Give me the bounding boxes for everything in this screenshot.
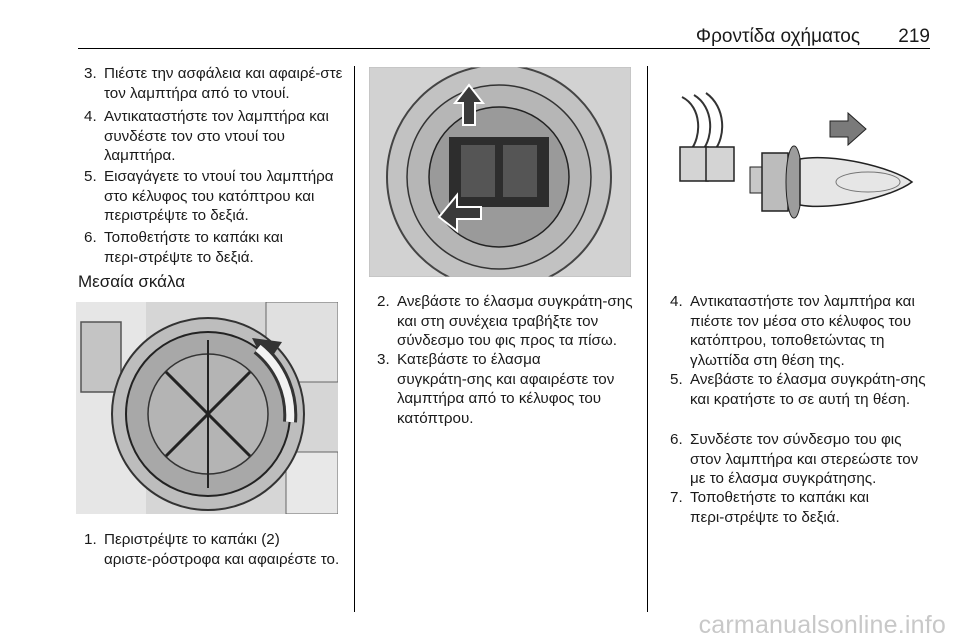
step-number: 6.	[670, 431, 683, 448]
section-title: Μεσαία σκάλα	[78, 272, 186, 291]
step-number: 6.	[84, 229, 97, 246]
step-number: 1.	[84, 531, 97, 548]
figure-connector	[369, 67, 631, 277]
step-number: 3.	[377, 351, 390, 368]
step-text: Πιέστε την ασφάλεια και αφαιρέ‑στε τον λαμπτήρα από το ντουί.	[104, 65, 343, 102]
bulb-illustration	[662, 67, 926, 277]
step-number: 5.	[84, 168, 97, 185]
header-rule	[78, 48, 930, 49]
step-text: Περιστρέψτε το καπάκι (2) αριστε‑ρόστροφα και αφαιρέστε το.	[104, 531, 340, 568]
step-text: Αντικαταστήστε τον λαμπτήρα και συνδέστε τον στο ντουί του λαμπτήρα.	[104, 108, 329, 164]
step-text: Τοποθετήστε το καπάκι και περι‑στρέψτε το δεξιά.	[690, 489, 870, 526]
step-text: Εισαγάγετε το ντουί του λαμπτήρα στο κέλυφος του κατόπτρου και περιστρέψτε το δεξιά.	[104, 168, 334, 224]
step-number: 4.	[84, 108, 97, 125]
step-number: 2.	[377, 293, 390, 310]
column-divider-1	[354, 66, 355, 612]
step-number: 4.	[670, 293, 683, 310]
step-text: Ανεβάστε το έλασμα συγκράτη‑σης και κρατήστε το σε αυτή τη θέση.	[690, 371, 926, 408]
step-text: Ανεβάστε το έλασμα συγκράτη‑σης και στη συνέχεια τραβήξτε τον σύνδεσμο του φις προς τα πίσω.	[397, 293, 633, 349]
figure-bulb	[662, 67, 926, 277]
step-text: Κατεβάστε το έλασμα συγκράτη‑σης και αφαιρέστε τον λαμπτήρα από το κέλυφος του κατόπτρου.	[397, 351, 615, 427]
step-number: 5.	[670, 371, 683, 388]
cap-illustration	[76, 302, 338, 514]
page-number: 219	[898, 26, 930, 47]
connector-illustration	[369, 67, 631, 277]
step-text: Τοποθετήστε το καπάκι και περι‑στρέψτε το δεξιά.	[104, 229, 284, 266]
step-number: 7.	[670, 489, 683, 506]
step-text: Αντικαταστήστε τον λαμπτήρα και πιέστε τον μέσα στο κέλυφος του κατόπτρου, τοποθετώντας τη γλωττίδα στη θέση της.	[690, 293, 915, 369]
column-divider-2	[647, 66, 648, 612]
step-number: 3.	[84, 65, 97, 82]
header-title: Φροντίδα οχήματος	[695, 26, 860, 47]
step-text: Συνδέστε τον σύνδεσμο του φις στον λαμπτήρα και στερεώστε τον με το έλασμα συγκράτησης.	[690, 431, 919, 487]
watermark: carmanualsonline.info	[698, 611, 946, 639]
figure-headlamp-cap	[76, 302, 338, 514]
